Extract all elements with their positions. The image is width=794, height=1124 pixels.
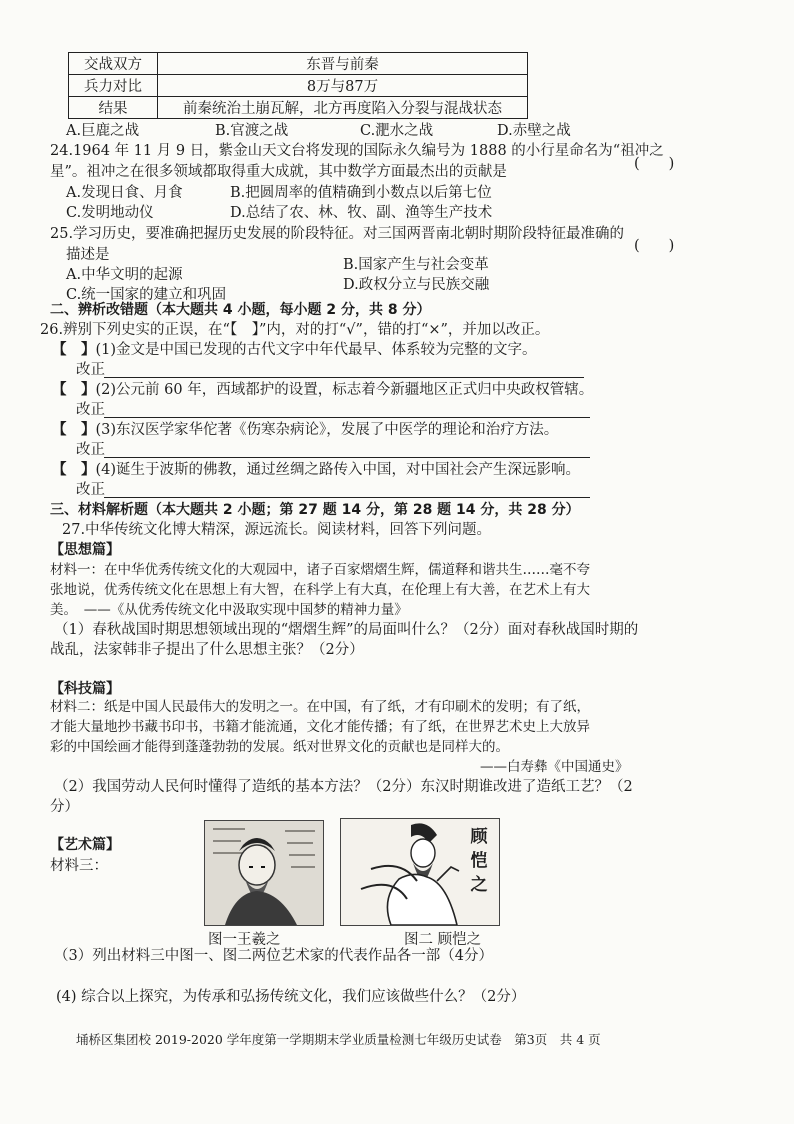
q23-option-d: D.赤壁之战 [497, 123, 571, 139]
q26-item-2 [52, 381, 593, 399]
q27-3: （3）列出材料三中图一、图二两位艺术家的代表作品各一部（4分） [54, 948, 493, 964]
table-value: 8万与87万 [158, 75, 528, 97]
q25-stem-line2: 描述是 [66, 247, 110, 263]
q27-1-line2: 战乱，法家韩非子提出了什么思想主张？（2分） [50, 642, 364, 658]
q26-item-1 [52, 341, 537, 359]
portrait-wang-xizhi-drawing [205, 821, 323, 925]
q25-option-b: B.国家产生与社会变革 [343, 257, 489, 273]
material-1-line1: 材料一：在中华优秀传统文化的大观园中，诸子百家熠熠生辉，儒道释和谐共生……毫不夸 [50, 562, 590, 578]
table-row [69, 53, 528, 75]
table-row [69, 97, 528, 119]
material-1-line3: 美。 ——《从优秀传统文化中汲取实现中国梦的精神力量》 [50, 602, 408, 618]
q24-stem-line1: 24.1964 年 11 月 9 日，紫金山天文台将发现的国际永久编号为 1888 的小行星命名为“祖冲之 [50, 143, 664, 159]
q27-4: (4) 综合以上探究，为传承和弘扬传统文化，我们应该做些什么？（2分） [56, 989, 526, 1005]
q26-item-4 [52, 461, 580, 479]
battle-table [68, 52, 528, 119]
q23-option-b: B.官渡之战 [215, 123, 289, 139]
q27-stem: 27.中华传统文化博大精深，源远流长。阅读材料，回答下列问题。 [62, 522, 492, 538]
thought-section-head: 【思想篇】 [50, 542, 120, 558]
q24-option-a: A.发现日食、月食 [66, 185, 183, 201]
q23-option-a: A.巨鹿之战 [66, 123, 140, 139]
correction-label: 改正 [76, 442, 105, 458]
answer-bracket[interactable]: 【 】 [52, 381, 96, 398]
q25-answer-paren: ( ) [634, 238, 675, 254]
material-2-line1: 材料二：纸是中国人民最伟大的发明之一。在中国，有了纸，才有印刷术的发明；有了纸， [50, 699, 590, 715]
section2-title: 二、辨析改错题（本大题共 4 小题，每小题 2 分，共 8 分） [50, 302, 431, 318]
portrait-wang-xizhi [204, 820, 324, 926]
art-section-head: 【艺术篇】 [50, 837, 120, 853]
q26-item-2-text: (2)公元前 60 年，西域都护的设置，标志着今新疆地区正式归中央政权管辖。 [95, 382, 594, 398]
table-row [69, 75, 528, 97]
q25-option-d: D.政权分立与民族交融 [343, 277, 490, 293]
correction-label: 改正 [76, 402, 105, 418]
vertical-char: 恺 [470, 851, 488, 871]
table-value: 东晋与前秦 [158, 53, 528, 75]
correction-label: 改正 [76, 482, 105, 498]
section3-title: 三、材料解析题（本大题共 2 小题；第 27 题 14 分，第 28 题 14 分，共 28 分） [50, 502, 580, 518]
q23-option-c: C.淝水之战 [360, 123, 434, 139]
material-2-line2: 才能大量地抄书藏书印书，书籍才能流通，文化才能传播；有了纸，在世界艺术史上大放异 [50, 719, 590, 735]
q27-2-line2: 分） [50, 799, 79, 815]
answer-bracket[interactable]: 【 】 [52, 341, 96, 358]
table-key: 兵力对比 [69, 75, 158, 97]
portrait-gu-kaizhi [340, 818, 500, 926]
material-3-label: 材料三： [50, 858, 108, 874]
vertical-name [469, 825, 489, 897]
correction-label: 改正 [76, 362, 105, 378]
q24-option-b: B.把圆周率的值精确到小数点以后第七位 [230, 185, 492, 201]
table-value: 前秦统治土崩瓦解，北方再度陷入分裂与混战状态 [158, 97, 528, 119]
table-key: 交战双方 [69, 53, 158, 75]
q25-option-c: C.统一国家的建立和巩固 [66, 287, 227, 303]
page-footer: 埇桥区集团校 2019-2020 学年度第一学期期末学业质量检测七年级历史试卷 第3页 共 4 页 [76, 1032, 601, 1047]
q26-item-3-text: (3)东汉医学家华佗著《伤寒杂病论》，发展了中医学的理论和治疗方法。 [95, 422, 559, 438]
correction-line-2[interactable] [104, 417, 590, 418]
caption-figure-2: 图二 顾恺之 [404, 932, 482, 948]
vertical-char: 之 [470, 875, 488, 895]
q27-2-line1: （2）我国劳动人民何时懂得了造纸的基本方法？（2分）东汉时期谁改进了造纸工艺？（2 [54, 779, 633, 795]
q26-item-4-text: (4)诞生于波斯的佛教，通过丝绸之路传入中国，对中国社会产生深远影响。 [95, 462, 581, 478]
answer-bracket[interactable]: 【 】 [52, 421, 96, 438]
caption-figure-1: 图一王羲之 [208, 932, 281, 948]
q26-item-3 [52, 421, 558, 439]
material-2-line3: 彩的中国绘画才能得到蓬蓬勃勃的发展。纸对世界文化的贡献也是同样大的。 [50, 739, 509, 755]
q26-stem: 26.辨别下列史实的正误，在“【 】”内，对的打“√”，错的打“×”，并加以改正。 [40, 322, 550, 338]
material-1-line2: 张地说，优秀传统文化在思想上有大智，在科学上有大真，在伦理上有大善，在艺术上有大 [50, 582, 590, 598]
q24-answer-paren: ( ) [634, 156, 675, 172]
answer-bracket[interactable]: 【 】 [52, 461, 96, 478]
q24-stem-line2: 星”。祖冲之在很多领域都取得重大成就，其中数学方面最杰出的贡献是 [50, 164, 507, 180]
table-key: 结果 [69, 97, 158, 119]
q24-option-d: D.总结了农、林、牧、副、渔等生产技术 [230, 205, 493, 221]
material-2-source: ——白寿彝《中国通史》 [480, 759, 629, 775]
correction-line-3[interactable] [104, 457, 590, 458]
correction-line-1[interactable] [104, 377, 584, 378]
vertical-char: 顾 [470, 827, 488, 847]
q24-option-c: C.发明地动仪 [66, 205, 154, 221]
correction-line-4[interactable] [104, 497, 590, 498]
q25-stem-line1: 25.学习历史，要准确把握历史发展的阶段特征。对三国两晋南北朝时期阶段特征最准确的 [50, 226, 625, 242]
q25-option-a: A.中华文明的起源 [66, 267, 183, 283]
q27-1-line1: （1）春秋战国时期思想领域出现的“熠熠生辉”的局面叫什么？（2分）面对春秋战国时期的 [54, 622, 639, 638]
q26-item-1-text: (1)金文是中国已发现的古代文字中年代最早、体系较为完整的文字。 [95, 342, 537, 358]
tech-section-head: 【科技篇】 [50, 681, 120, 697]
